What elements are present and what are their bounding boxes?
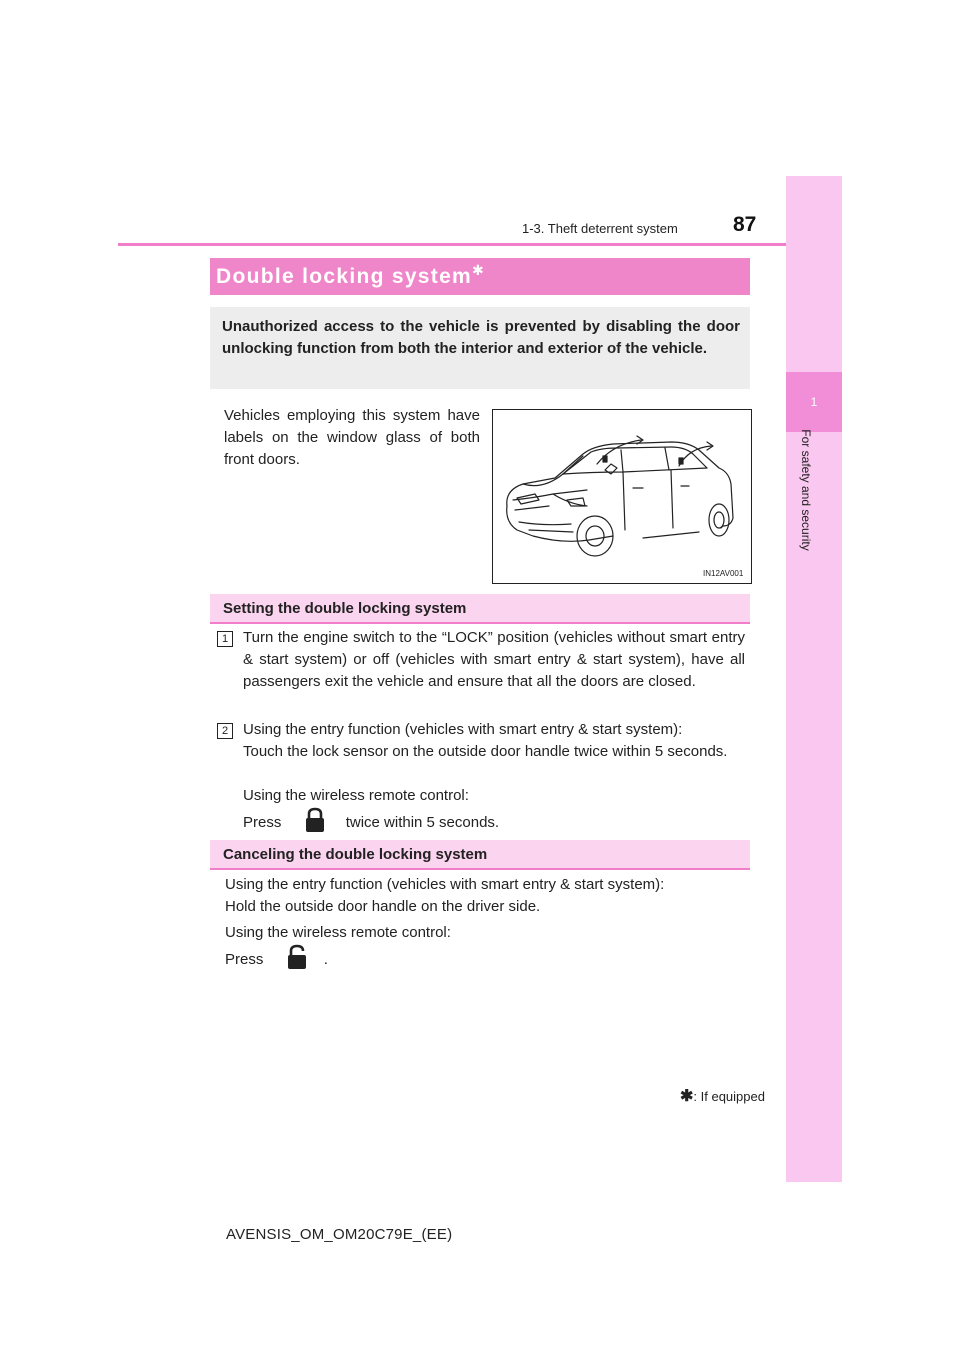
page-title-text: Double locking system — [216, 265, 473, 288]
press-label: Press — [243, 814, 282, 831]
car-illustration-icon — [493, 410, 751, 583]
canceling-heading: Canceling the double locking system — [223, 846, 488, 863]
canceling-press-line — [225, 943, 745, 978]
canceling-line-2: Hold the outside door handle on the driver side. — [225, 898, 541, 915]
step-2-press-line — [243, 806, 745, 841]
step-1-text: Turn the engine switch to the “LOCK” position (vehicles without smart entry & start system) or off (vehicles with smart entry & start system), have all passengers exit the vehicle and ensure that all the doors are closed. — [243, 629, 745, 690]
document-code: AVENSIS_OM_OM20C79E_(EE) — [226, 1226, 453, 1243]
step-2-line-1: Using the entry function (vehicles with smart entry & start system): — [243, 721, 683, 738]
intro-text: Unauthorized access to the vehicle is prevented by disabling the door unlocking function from both the interior and exterior of the vehicle. — [222, 318, 740, 357]
chapter-side-tab — [786, 176, 842, 1182]
page-number: 87 — [733, 213, 757, 236]
step-number-1: 1 — [217, 631, 233, 647]
if-equipped-marker: ✱ — [472, 262, 486, 278]
canceling-line-3: Using the wireless remote control: — [225, 924, 451, 941]
vehicle-note: Vehicles employing this system have labels on the window glass of both front doors. — [224, 407, 480, 468]
chapter-title: For safety and security — [799, 429, 813, 551]
press-suffix: twice within 5 seconds. — [345, 814, 500, 831]
car-illustration — [492, 409, 752, 584]
cancel-press-label: Press — [225, 951, 264, 968]
step-number-2: 2 — [217, 723, 233, 739]
step-2-line-2: Touch the lock sensor on the outside door handle twice within 5 seconds. — [243, 743, 728, 760]
header-divider — [118, 243, 842, 246]
chapter-number-tab — [786, 372, 842, 432]
footnote-marker: ✱ — [680, 1088, 694, 1105]
footnote-text: : If equipped — [693, 1089, 765, 1104]
setting-heading: Setting the double locking system — [223, 600, 467, 617]
chapter-number: 1 — [810, 395, 818, 409]
unlock-icon — [284, 943, 310, 978]
cancel-press-suffix: . — [323, 951, 328, 968]
figure-code: IN12AV001 — [703, 569, 744, 578]
lock-icon — [302, 806, 328, 841]
canceling-line-1: Using the entry function (vehicles with smart entry & start system): — [225, 876, 665, 893]
footnote — [680, 1086, 765, 1106]
page-title — [216, 262, 485, 289]
step-2-line-3: Using the wireless remote control: — [243, 787, 469, 804]
section-path: 1-3. Theft deterrent system — [522, 221, 678, 236]
